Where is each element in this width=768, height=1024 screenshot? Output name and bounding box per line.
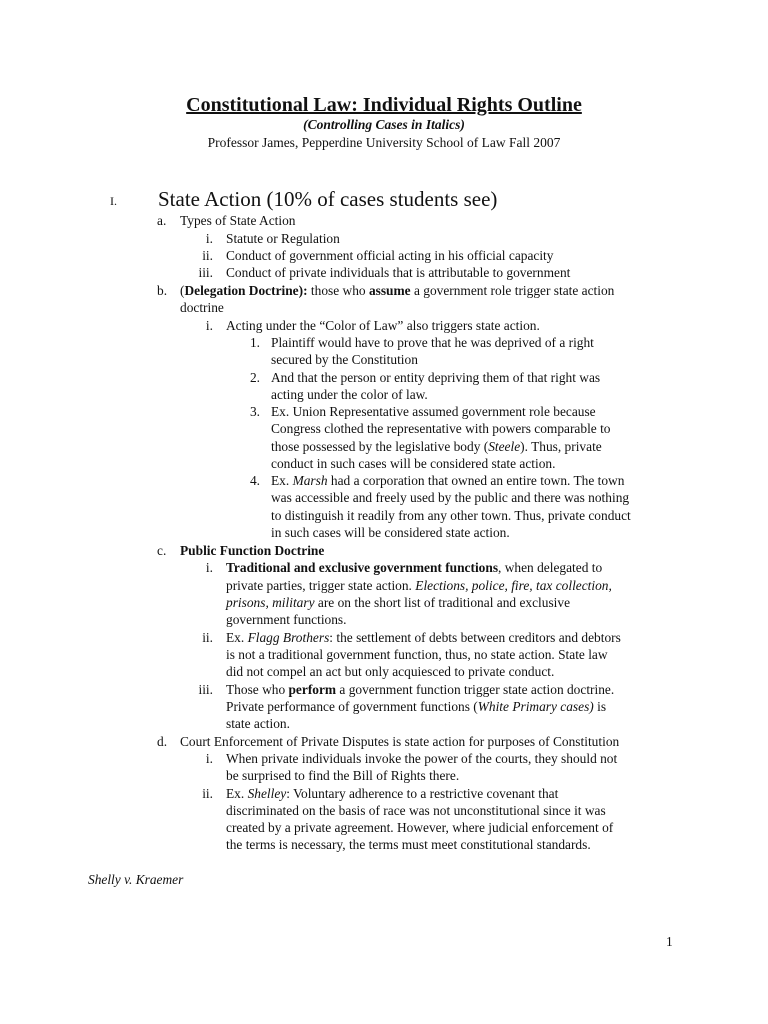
list-item: Ex. Marsh had a corporation that owned an entire town. The town [271, 473, 625, 488]
case-name: Shelley [247, 786, 287, 801]
list-item: Those who perform a government function trigger state action doctrine. [226, 682, 615, 697]
list-item: When private individuals invoke the power of the courts, they should not [226, 751, 618, 766]
list-marker: c. [157, 543, 167, 558]
list-marker: 3. [249, 404, 260, 419]
list-item: Conduct of private individuals that is attributable to government [226, 265, 571, 280]
list-item: Ex. Union Representative assumed government role because [271, 404, 596, 419]
list-item: Conduct of government official acting in his official capacity [226, 248, 554, 263]
list-item-continued: conduct in such cases will be considered state action. [271, 456, 556, 471]
list-item-continued: secured by the Constitution [271, 352, 418, 367]
list-item: Plaintiff would have to prove that he was deprived of a right [271, 335, 594, 350]
list-item-continued: in such cases will be considered state action. [271, 525, 510, 540]
case-name: Flagg Brothers [247, 630, 330, 645]
list-marker: i. [205, 751, 213, 766]
list-item-continued: Private performance of government functions (White Primary cases) is [226, 699, 607, 714]
page-number: 1 [666, 934, 673, 949]
list-item: Traditional and exclusive government functions, when delegated to [226, 560, 603, 575]
list-item-continued: created by a private agreement. However, where judicial enforcement of [226, 820, 614, 835]
list-item: Ex. Flagg Brothers: the settlement of debts between creditors and debtors [226, 630, 621, 645]
list-marker: i. [205, 231, 213, 246]
list-marker: iii. [198, 682, 213, 697]
list-item-continued: is not a traditional government function, thus, no state action. State law [226, 647, 608, 662]
case-name: Steele [488, 439, 521, 454]
footnote: Shelly v. Kraemer [88, 872, 184, 887]
list-item-continued: Congress clothed the representative with powers comparable to [271, 421, 611, 436]
list-item-continued: doctrine [180, 300, 224, 315]
list-marker: iii. [198, 265, 213, 280]
list-item-continued: state action. [226, 716, 290, 731]
list-item-continued: was accessible and freely used by the public and there was nothing [271, 490, 630, 505]
list-marker: a. [157, 213, 167, 228]
list-marker: 1. [249, 335, 260, 350]
subsection-heading: Public Function Doctrine [180, 543, 325, 558]
list-marker: i. [205, 560, 213, 575]
list-item-continued: did not compel an act but only acquiesced to private conduct. [226, 664, 555, 679]
list-item-continued: discriminated on the basis of race was not unconstitutional since it was [226, 803, 606, 818]
list-marker: ii. [202, 248, 213, 263]
list-item: Statute or Regulation [226, 231, 340, 246]
list-item-continued: the terms is necessary, the terms must meet constitutional standards. [226, 837, 591, 852]
list-marker: b. [157, 283, 168, 298]
list-item: (Delegation Doctrine): those who assume a government role trigger state action [180, 283, 615, 298]
page-subtitle: (Controlling Cases in Italics) [303, 117, 465, 132]
list-item-continued: government functions. [226, 612, 347, 627]
list-marker: i. [205, 318, 213, 333]
list-item: Acting under the “Color of Law” also triggers state action. [226, 318, 540, 333]
list-item-continued: prisons, military are on the short list of traditional and exclusive [226, 595, 571, 610]
list-item-continued: be surprised to find the Bill of Rights there. [226, 768, 460, 783]
list-item-continued: private parties, trigger state action. Elections, police, fire, tax collection, [226, 578, 612, 593]
list-marker: 2. [249, 370, 260, 385]
page-title: Constitutional Law: Individual Rights Outline [186, 94, 582, 116]
list-marker: ii. [202, 786, 213, 801]
list-item-continued: to distinguish it readily from any other town. Thus, private conduct [271, 508, 631, 523]
list-item: Types of State Action [180, 213, 296, 228]
list-item: Court Enforcement of Private Disputes is state action for purposes of Constitution [180, 734, 620, 749]
list-item-continued: those possessed by the legislative body (Steele). Thus, private [271, 439, 602, 454]
section-numeral: I. [110, 194, 117, 208]
section-heading: State Action (10% of cases students see) [158, 187, 498, 211]
list-item: And that the person or entity depriving them of that right was [271, 370, 601, 385]
list-marker: d. [157, 734, 168, 749]
list-item: Ex. Shelley: Voluntary adherence to a restrictive covenant that [226, 786, 559, 801]
list-marker: 4. [249, 473, 260, 488]
list-marker: ii. [202, 630, 213, 645]
list-item-continued: acting under the color of law. [271, 387, 428, 402]
professor-line: Professor James, Pepperdine University School of Law Fall 2007 [207, 135, 561, 150]
case-name: Marsh [292, 473, 328, 488]
